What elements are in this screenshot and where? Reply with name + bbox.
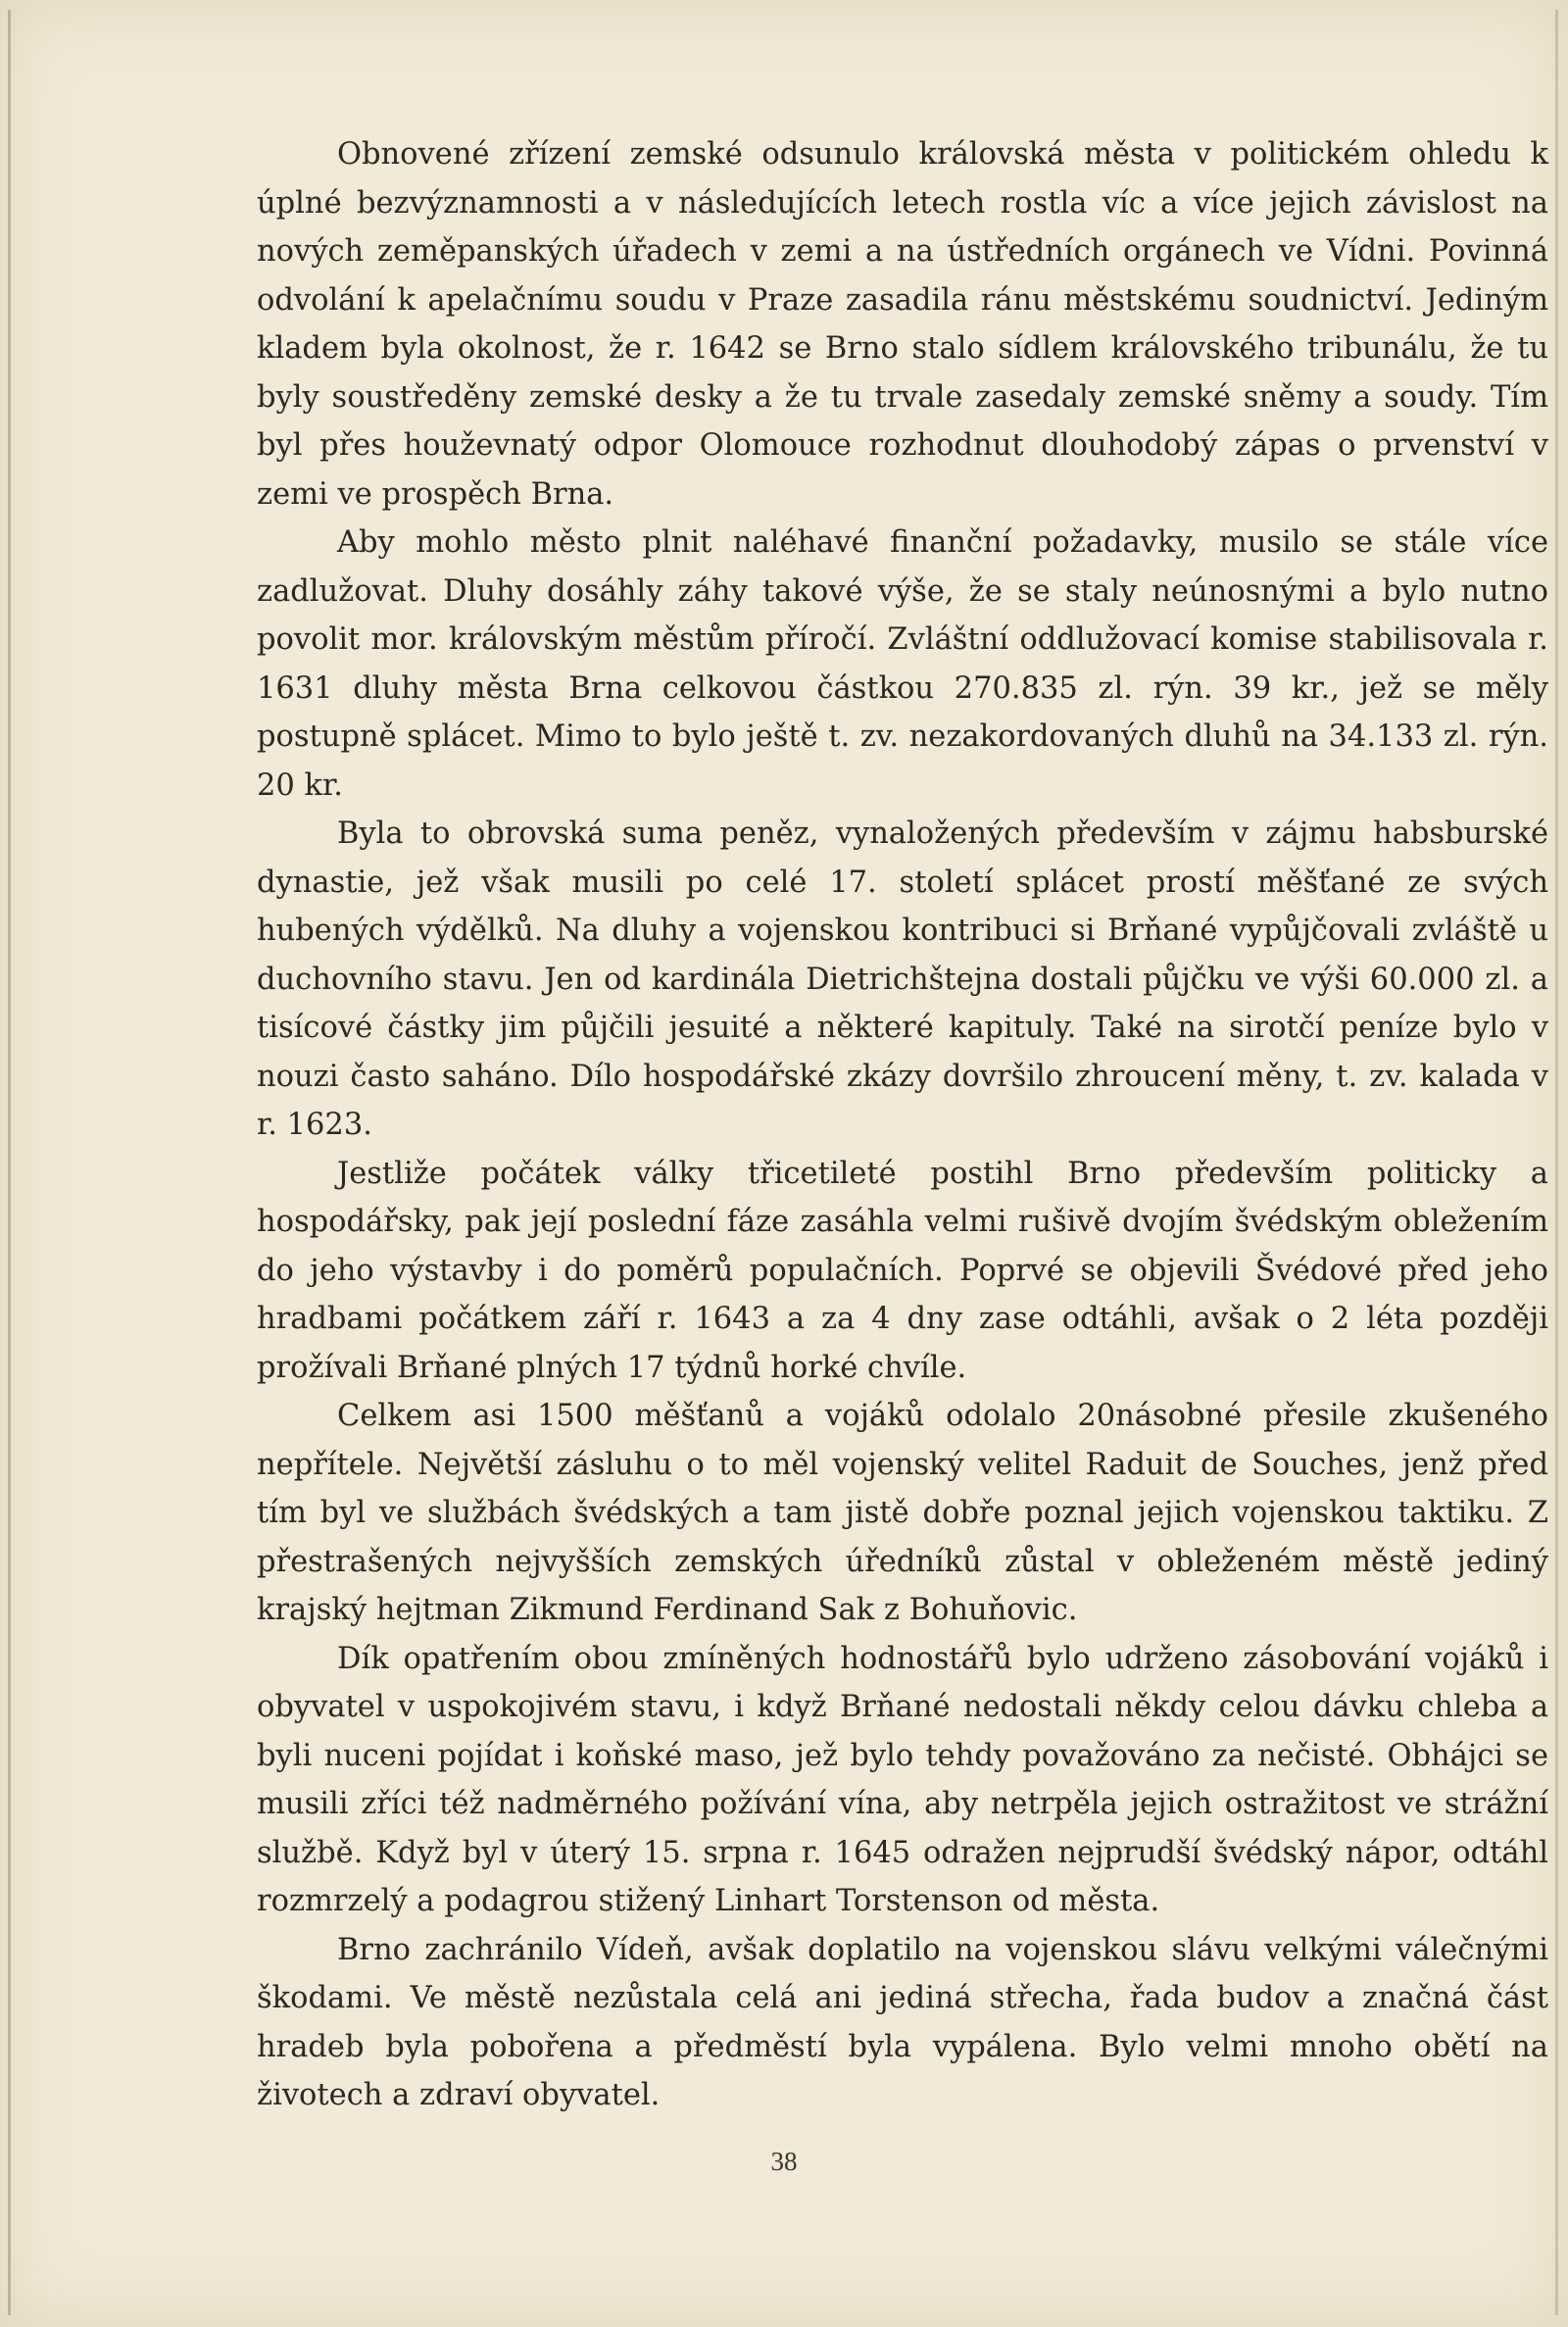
paragraph-5: Celkem asi 1500 měšťanů a vojáků odolalo 20násobné přesile zkušeného nepřítele. Největší zásluhu o to měl vojenský velitel Raduit de Souches, jenž před tím byl ve službách švédských a tam jistě dobře poznal jejich vojenskou taktiku. Z přestrašených nejvyšších zemských úředníků zůstal v obleženém městě jediný krajský hejtman Zikmund Ferdinand Sak z Bohuňovic. [257, 1399, 1548, 1627]
paragraph-7: Brno zachránilo Vídeň, avšak doplatilo na vojenskou slávu velkými válečnými škodami. Ve městě nezůstala celá ani jediná střecha, řada budov a značná část hradeb byla pobořena a předměstí byla vypálena. Bylo velmi mnoho obětí na životech a zdraví obyvatel. [257, 1932, 1548, 2112]
paragraph-6: Dík opatřením obou zmíněných hodnostářů bylo udrženo zásobování vojáků i obyvatel v uspokojivém stavu, i když Brňané nedostali někdy celou dávku chleba a byli nuceni pojídat i koňské maso, jež bylo tehdy považováno za nečisté. Obhájci se musili zříci též nadměrného požívání vína, aby netrpěla jejich ostražitost ve strážní službě. Když byl v úterý 15. srpna r. 1645 odražen nejprudší švédský nápor, odtáhl rozmrzelý a podagrou stižený Linhart Torstenson od města. [257, 1641, 1548, 1918]
body-text [257, 130, 1548, 2120]
paragraph-2: Aby mohlo město plnit naléhavé finanční požadavky, musilo se stále více zadlužovat. Dluhy dosáhly záhy takové výše, že se staly neúnosnými a bylo nutno povolit mor. královským městům příročí. Zvláštní oddlužovací komise stabilisovala r. 1631 dluhy města Brna celkovou částkou 270.835 zl. rýn. 39 kr., jež se měly postupně splácet. Mimo to bylo ještě t. zv. nezakordovaných dluhů na 34.133 zl. rýn. 20 kr. [257, 525, 1548, 803]
page-number: 38 [770, 2147, 798, 2176]
paragraph-1: Obnovené zřízení zemské odsunulo královská města v politickém ohledu k úplné bezvýznamnosti a v následujících letech rostla víc a více jejich závislost na nových zeměpanských úřadech v zemi a na ústředních orgánech ve Vídni. Povinná odvolání k apelačnímu soudu v Praze zasadila ránu městskému soudnictví. Jediným kladem byla okolnost, že r. 1642 se Brno stalo sídlem královského tribunálu, že tu byly soustředěny zemské desky a že tu trvale zasedaly zemské sněmy a soudy. Tím byl přes houževnatý odpor Olomouce rozhodnut dlouhodobý zápas o prvenství v zemi ve prospěch Brna. [257, 137, 1548, 512]
paragraph-4: Jestliže počátek války třicetileté postihl Brno především politicky a hospodářsky, pak její poslední fáze zasáhla velmi rušivě dvojím švédským obležením do jeho výstavby i do poměrů populačních. Poprvé se objevili Švédové před jeho hradbami počátkem září r. 1643 a za 4 dny zase odtáhli, avšak o 2 léta později prožívali Brňané plných 17 týdnů horké chvíle. [257, 1156, 1548, 1385]
paragraph-3: Byla to obrovská suma peněz, vynaložených především v zájmu habsburské dynastie, jež však musili po celé 17. století splácet prostí měšťané ze svých hubených výdělků. Na dluhy a vojenskou kontribuci si Brňané vypůjčovali zvláště u duchovního stavu. Jen od kardinála Dietrichštejna dostali půjčku ve výši 60.000 zl. a tisícové částky jim půjčili jesuité a některé kapituly. Také na sirotčí peníze bylo v nouzi často saháno. Dílo hospodářské zkázy dovršilo zhroucení měny, t. zv. kalada v r. 1623. [257, 817, 1548, 1142]
